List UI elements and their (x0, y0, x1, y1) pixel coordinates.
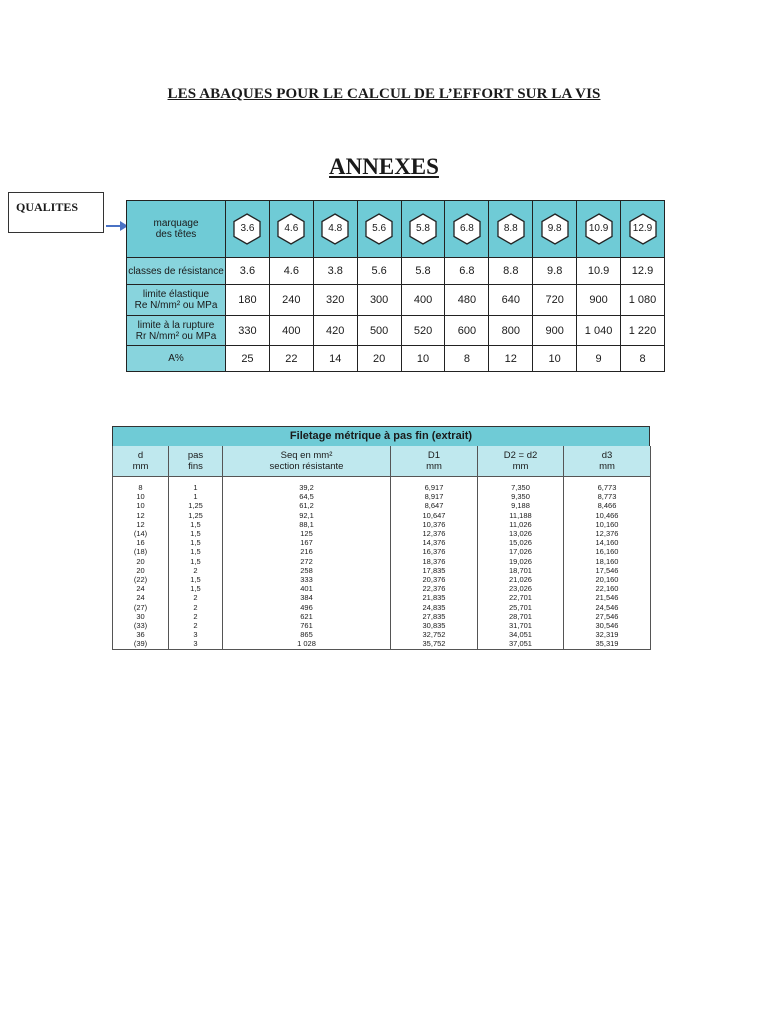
table-row (113, 584, 651, 593)
marking-label: 8.8 (503, 223, 518, 234)
table-cell: 16,376 (391, 547, 478, 556)
table-cell: (33) (113, 621, 169, 630)
table-cell: 1,5 (169, 575, 223, 584)
property-value: 9.8 (533, 258, 577, 285)
property-value: 720 (533, 285, 577, 316)
column-header: d3 mm (564, 446, 651, 477)
table-cell: 12,376 (391, 529, 478, 538)
property-value: 600 (445, 316, 489, 346)
table-cell: 13,026 (478, 529, 564, 538)
table-cell: 1,5 (169, 584, 223, 593)
hex-bolt-head-icon (541, 213, 569, 245)
property-value: 800 (489, 316, 533, 346)
table-row (113, 501, 651, 510)
table-cell: 1 (169, 492, 223, 501)
table-cell: 14,376 (391, 538, 478, 547)
marking-cell (313, 201, 357, 258)
table-cell: 15,026 (478, 538, 564, 547)
table-cell: 10,647 (391, 511, 478, 520)
table-cell: 18,376 (391, 557, 478, 566)
table-row (113, 603, 651, 612)
table-row (113, 575, 651, 584)
table-cell: 20,160 (564, 575, 651, 584)
table-cell: 6,917 (391, 477, 478, 493)
table-cell: 31,701 (478, 621, 564, 630)
table-cell: 27,546 (564, 612, 651, 621)
table-cell: 12 (113, 511, 169, 520)
column-header: d mm (113, 446, 169, 477)
table-cell: 1,5 (169, 557, 223, 566)
table-cell: 1,5 (169, 529, 223, 538)
table-cell: 18,701 (478, 566, 564, 575)
property-value: 330 (226, 316, 270, 346)
table-cell: 621 (223, 612, 391, 621)
property-value: 22 (269, 346, 313, 372)
property-value: 640 (489, 285, 533, 316)
table-cell: 35,752 (391, 639, 478, 649)
table-cell: 14,160 (564, 538, 651, 547)
table-row (113, 477, 651, 493)
table-cell: 34,051 (478, 630, 564, 639)
hex-bolt-head-icon (233, 213, 261, 245)
hex-bolt-head-icon (585, 213, 613, 245)
table-cell: (18) (113, 547, 169, 556)
table-cell: 10,376 (391, 520, 478, 529)
property-value: 5.8 (401, 258, 445, 285)
table-cell: 24 (113, 593, 169, 602)
property-value: 1 220 (621, 316, 665, 346)
property-row (127, 346, 665, 372)
property-row (127, 258, 665, 285)
hex-bolt-head-icon (365, 213, 393, 245)
table-cell: 496 (223, 603, 391, 612)
property-value: 4.6 (269, 258, 313, 285)
property-row (127, 316, 665, 346)
marking-cell (445, 201, 489, 258)
hex-bolt-head-icon (277, 213, 305, 245)
table-cell: 20,376 (391, 575, 478, 584)
property-value: 8 (445, 346, 489, 372)
table-cell: 1,25 (169, 511, 223, 520)
table-cell: 216 (223, 547, 391, 556)
table-row (113, 538, 651, 547)
table-cell: 21,026 (478, 575, 564, 584)
marking-header-label: marquage des têtes (127, 201, 226, 258)
table-cell: 20 (113, 557, 169, 566)
property-value: 8 (621, 346, 665, 372)
property-label: A% (127, 346, 226, 372)
marking-label: 5.8 (416, 223, 430, 234)
table-cell: 401 (223, 584, 391, 593)
hex-bolt-head-icon (497, 213, 525, 245)
marking-label: 12.9 (632, 223, 653, 234)
marking-cell (533, 201, 577, 258)
property-value: 420 (313, 316, 357, 346)
table-cell: 1,5 (169, 547, 223, 556)
table-cell: 17,546 (564, 566, 651, 575)
table-cell: 10,466 (564, 511, 651, 520)
property-value: 900 (533, 316, 577, 346)
property-label: classes de résistance (127, 258, 226, 285)
table-cell: 2 (169, 603, 223, 612)
property-value: 520 (401, 316, 445, 346)
marking-cell (357, 201, 401, 258)
property-value: 5.6 (357, 258, 401, 285)
table-cell: 35,319 (564, 639, 651, 649)
marking-cell (489, 201, 533, 258)
table-cell: 1,5 (169, 520, 223, 529)
qualites-callout: QUALITES (8, 192, 104, 233)
fine-thread-table-caption: Filetage métrique à pas fin (extrait) (112, 426, 650, 446)
property-value: 14 (313, 346, 357, 372)
property-value: 400 (269, 316, 313, 346)
table-cell: 37,051 (478, 639, 564, 649)
table-cell: 32,752 (391, 630, 478, 639)
property-value: 400 (401, 285, 445, 316)
table-cell: 8,647 (391, 501, 478, 510)
table-cell: 1 028 (223, 639, 391, 649)
table-cell: 88,1 (223, 520, 391, 529)
property-value: 180 (226, 285, 270, 316)
table-cell: 125 (223, 529, 391, 538)
property-row (127, 285, 665, 316)
table-cell: 2 (169, 593, 223, 602)
fine-thread-table (112, 446, 651, 650)
table-cell: 865 (223, 630, 391, 639)
marking-row (127, 201, 665, 258)
marking-label: 6.8 (459, 223, 474, 234)
table-cell: 8,917 (391, 492, 478, 501)
table-cell: 7,350 (478, 477, 564, 493)
table-cell: 6,773 (564, 477, 651, 493)
table-cell: 18,160 (564, 557, 651, 566)
table-cell: 28,701 (478, 612, 564, 621)
property-value: 20 (357, 346, 401, 372)
table-cell: 39,2 (223, 477, 391, 493)
column-header: D2 = d2 mm (478, 446, 564, 477)
table-cell: 9,188 (478, 501, 564, 510)
marking-label: 5.6 (372, 223, 387, 234)
marking-cell (269, 201, 313, 258)
table-cell: 10 (113, 492, 169, 501)
table-row (113, 630, 651, 639)
property-value: 3.6 (226, 258, 270, 285)
table-row (113, 492, 651, 501)
table-cell: 92,1 (223, 511, 391, 520)
arrow-icon (106, 220, 128, 232)
table-cell: 17,026 (478, 547, 564, 556)
column-header: D1 mm (391, 446, 478, 477)
table-cell: (14) (113, 529, 169, 538)
table-cell: 30,835 (391, 621, 478, 630)
table-cell: 24 (113, 584, 169, 593)
property-value: 900 (577, 285, 621, 316)
property-value: 3.8 (313, 258, 357, 285)
hex-bolt-head-icon (629, 213, 657, 245)
property-value: 8.8 (489, 258, 533, 285)
property-value: 9 (577, 346, 621, 372)
table-cell: 10 (113, 501, 169, 510)
property-value: 1 080 (621, 285, 665, 316)
table-row (113, 529, 651, 538)
marking-label: 10.9 (588, 223, 609, 234)
table-cell: 16 (113, 538, 169, 547)
table-cell: 3 (169, 630, 223, 639)
table-cell: 1,5 (169, 538, 223, 547)
table-cell: 24,546 (564, 603, 651, 612)
table-row (113, 621, 651, 630)
table-cell: 30,546 (564, 621, 651, 630)
table-cell: 21,835 (391, 593, 478, 602)
property-value: 480 (445, 285, 489, 316)
table-row (113, 593, 651, 602)
table-cell: 333 (223, 575, 391, 584)
marking-cell (577, 201, 621, 258)
table-cell: 25,701 (478, 603, 564, 612)
property-value: 500 (357, 316, 401, 346)
table-cell: 11,026 (478, 520, 564, 529)
marking-label: 9.8 (547, 223, 562, 234)
table-cell: 384 (223, 593, 391, 602)
property-value: 6.8 (445, 258, 489, 285)
table-cell: 23,026 (478, 584, 564, 593)
table-cell: 21,546 (564, 593, 651, 602)
table-row (113, 639, 651, 649)
table-row (113, 520, 651, 529)
table-cell: 22,701 (478, 593, 564, 602)
table-cell: 2 (169, 612, 223, 621)
table-cell: 22,160 (564, 584, 651, 593)
table-cell: 19,026 (478, 557, 564, 566)
document-title: LES ABAQUES POUR LE CALCUL DE L’EFFORT SUR LA VIS (167, 86, 601, 102)
table-cell: 12,376 (564, 529, 651, 538)
table-cell: 22,376 (391, 584, 478, 593)
property-value: 10.9 (577, 258, 621, 285)
property-value: 12 (489, 346, 533, 372)
quality-classes-table (126, 200, 665, 372)
marking-cell (226, 201, 270, 258)
property-value: 10 (533, 346, 577, 372)
marking-label: 3.6 (240, 223, 255, 234)
fine-thread-table-wrapper (112, 426, 650, 650)
table-cell: 27,835 (391, 612, 478, 621)
table-cell: 30 (113, 612, 169, 621)
table-cell: 8,773 (564, 492, 651, 501)
property-label: limite élastique Re N/mm² ou MPa (127, 285, 226, 316)
table-cell: 2 (169, 566, 223, 575)
table-cell: 11,188 (478, 511, 564, 520)
table-cell: 9,350 (478, 492, 564, 501)
table-cell: 8 (113, 477, 169, 493)
hex-bolt-head-icon (409, 213, 437, 245)
property-label: limite à la rupture Rr N/mm² ou MPa (127, 316, 226, 346)
marking-label: 4.6 (284, 223, 299, 234)
property-value: 12.9 (621, 258, 665, 285)
table-cell: 17,835 (391, 566, 478, 575)
hex-bolt-head-icon (321, 213, 349, 245)
table-cell: 61,2 (223, 501, 391, 510)
table-cell: 258 (223, 566, 391, 575)
marking-cell (401, 201, 445, 258)
table-cell: 12 (113, 520, 169, 529)
hex-bolt-head-icon (453, 213, 481, 245)
table-cell: 24,835 (391, 603, 478, 612)
table-cell: 272 (223, 557, 391, 566)
table-cell: 20 (113, 566, 169, 575)
table-cell: 36 (113, 630, 169, 639)
table-cell: 2 (169, 621, 223, 630)
table-cell: 761 (223, 621, 391, 630)
table-cell: (39) (113, 639, 169, 649)
table-cell: (27) (113, 603, 169, 612)
column-header: Seq en mm² section résistante (223, 446, 391, 477)
property-value: 240 (269, 285, 313, 316)
table-cell: 1 (169, 477, 223, 493)
table-cell: 16,160 (564, 547, 651, 556)
table-row (113, 612, 651, 621)
property-value: 320 (313, 285, 357, 316)
table-row (113, 547, 651, 556)
table-cell: 3 (169, 639, 223, 649)
table-cell: 64,5 (223, 492, 391, 501)
table-cell: 8,466 (564, 501, 651, 510)
table-row (113, 511, 651, 520)
property-value: 300 (357, 285, 401, 316)
table-cell: 10,160 (564, 520, 651, 529)
table-row (113, 566, 651, 575)
table-row (113, 557, 651, 566)
table-cell: 32,319 (564, 630, 651, 639)
property-value: 10 (401, 346, 445, 372)
table-cell: 167 (223, 538, 391, 547)
annexes-heading: ANNEXES (329, 154, 439, 179)
marking-cell (621, 201, 665, 258)
property-value: 1 040 (577, 316, 621, 346)
marking-label: 4.8 (328, 223, 343, 234)
property-value: 25 (226, 346, 270, 372)
column-header: pas fins (169, 446, 223, 477)
table-cell: 1,25 (169, 501, 223, 510)
table-cell: (22) (113, 575, 169, 584)
